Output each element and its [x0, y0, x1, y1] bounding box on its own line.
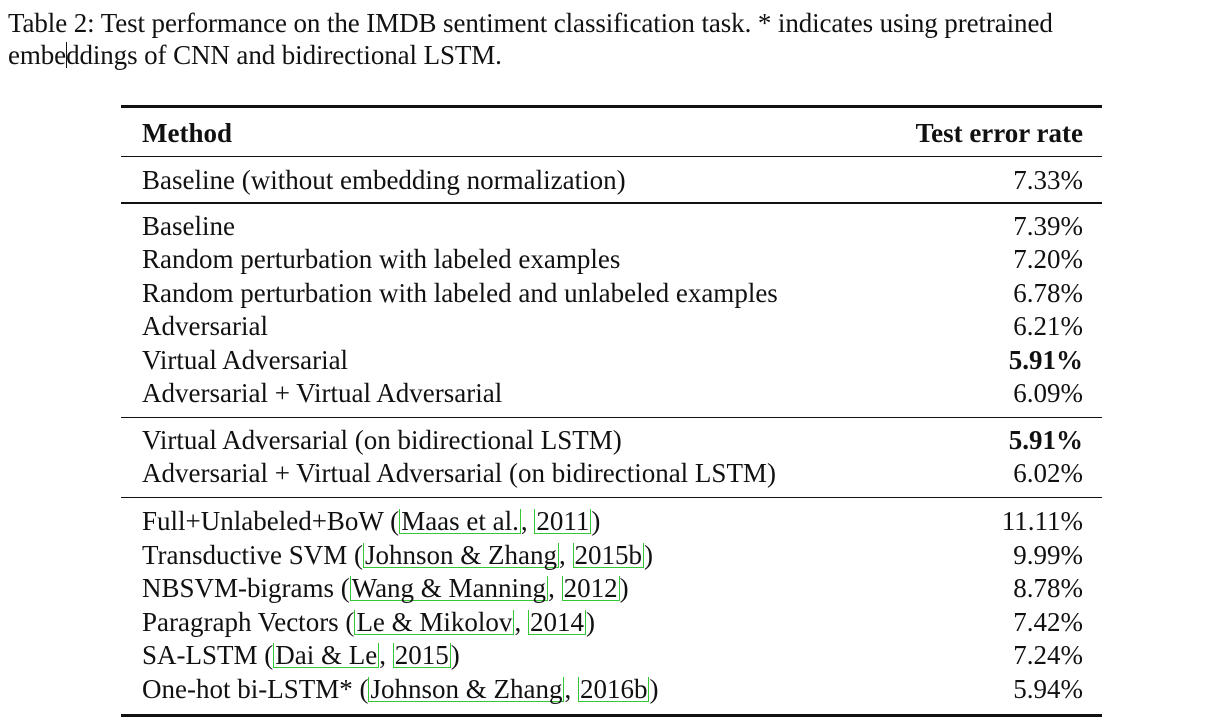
method-text: NBSVM-bigrams ( [142, 573, 350, 604]
error-cell: 7.24% [1013, 640, 1083, 671]
error-cell: 7.33% [1013, 164, 1083, 195]
error-cell: 7.39% [1013, 210, 1083, 241]
table-row [121, 310, 1102, 344]
method-cell: Adversarial + Virtual Adversarial (on bidirectional LSTM) [142, 458, 776, 489]
bottom-rule [121, 714, 1102, 717]
results-table [121, 105, 1102, 717]
method-cell [142, 539, 653, 573]
citation-close: ) [450, 640, 460, 671]
error-cell: 5.94% [1013, 673, 1083, 704]
error-cell-best: 5.91% [1008, 344, 1083, 375]
error-cell: 6.78% [1013, 277, 1083, 308]
citation-year-link[interactable]: 2011 [536, 506, 590, 537]
citation-close: ) [649, 673, 659, 704]
error-cell: 7.20% [1013, 244, 1083, 275]
table-row [121, 539, 1102, 573]
error-cell: 6.09% [1013, 378, 1083, 409]
method-cell: Virtual Adversarial (on bidirectional LSTM) [142, 424, 622, 455]
citation-year-link[interactable]: 2014 [529, 606, 584, 637]
table-caption [8, 7, 1220, 71]
table-row [121, 210, 1102, 244]
method-text: Full+Unlabeled+BoW ( [142, 506, 400, 537]
table-header-row [121, 108, 1102, 156]
table-row [121, 424, 1102, 458]
citation-separator: , [520, 506, 535, 537]
group-prior-work [121, 498, 1102, 714]
method-text: Transductive SVM ( [142, 539, 364, 570]
citation-link[interactable]: Wang & Manning [351, 573, 547, 604]
group-baseline-unnormalized [121, 157, 1102, 203]
table-row [121, 673, 1102, 707]
method-cell: Baseline [142, 210, 235, 241]
method-cell [142, 673, 658, 707]
error-cell: 11.11% [1001, 506, 1083, 537]
group-perturbation-methods [121, 204, 1102, 417]
citation-close: ) [644, 539, 654, 570]
citation-separator: , [559, 539, 573, 570]
group-bidirectional-lstm [121, 418, 1102, 497]
method-cell: Baseline (without embedding normalization) [142, 164, 626, 195]
caption-line-2-start: embe [8, 40, 67, 70]
citation-separator: , [564, 673, 578, 704]
error-cell: 6.02% [1013, 458, 1083, 489]
table-row [121, 639, 1102, 673]
method-cell: Adversarial + Virtual Adversarial [142, 378, 503, 409]
header-method: Method [142, 117, 232, 148]
caption-line-1: Table 2: Test performance on the IMDB sentiment classification task. * indicates using pretrained [8, 8, 1053, 38]
citation-year-link[interactable]: 2016b [579, 673, 648, 704]
method-cell: Random perturbation with labeled and unlabeled examples [142, 277, 778, 308]
citation-separator: , [548, 573, 562, 604]
error-cell: 7.42% [1013, 606, 1083, 637]
table-row [121, 277, 1102, 311]
citation-close: ) [585, 606, 595, 637]
table-row [121, 505, 1102, 539]
table-row [121, 344, 1102, 378]
method-cell [142, 572, 629, 606]
table-row [121, 243, 1102, 277]
header-error: Test error rate [915, 117, 1083, 148]
citation-year-link[interactable]: 2012 [563, 573, 618, 604]
method-cell: Random perturbation with labeled examples [142, 244, 621, 275]
citation-separator: , [514, 606, 528, 637]
error-cell: 8.78% [1013, 573, 1083, 604]
citation-link[interactable]: Johnson & Zhang [370, 673, 563, 704]
error-cell-best: 5.91% [1008, 424, 1083, 455]
method-text: SA-LSTM ( [142, 640, 274, 671]
method-cell [142, 639, 460, 673]
citation-separator: , [379, 640, 393, 671]
table-row [121, 572, 1102, 606]
method-cell: Virtual Adversarial [142, 344, 349, 375]
citation-link[interactable]: Johnson & Zhang [365, 539, 558, 570]
citation-link[interactable]: Le & Mikolov [356, 606, 513, 637]
error-cell: 9.99% [1013, 539, 1083, 570]
citation-year-link[interactable]: 2015 [394, 640, 449, 671]
citation-link[interactable]: Maas et al. [401, 506, 519, 537]
method-cell: Adversarial [142, 311, 268, 342]
table-row [121, 457, 1102, 491]
table-row [121, 606, 1102, 640]
method-text: Paragraph Vectors ( [142, 606, 355, 637]
table-row [121, 164, 1102, 198]
table-row [121, 377, 1102, 411]
citation-link[interactable]: Dai & Le [275, 640, 378, 671]
method-text: One-hot bi-LSTM* ( [142, 673, 369, 704]
citation-close: ) [591, 506, 601, 537]
caption-line-2-end: ddings of CNN and bidirectional LSTM. [66, 40, 502, 70]
method-cell [142, 606, 595, 640]
method-cell [142, 505, 600, 539]
citation-close: ) [619, 573, 629, 604]
citation-year-link[interactable]: 2015b [574, 539, 643, 570]
error-cell: 6.21% [1013, 311, 1083, 342]
caption-line-2 [8, 39, 1220, 71]
